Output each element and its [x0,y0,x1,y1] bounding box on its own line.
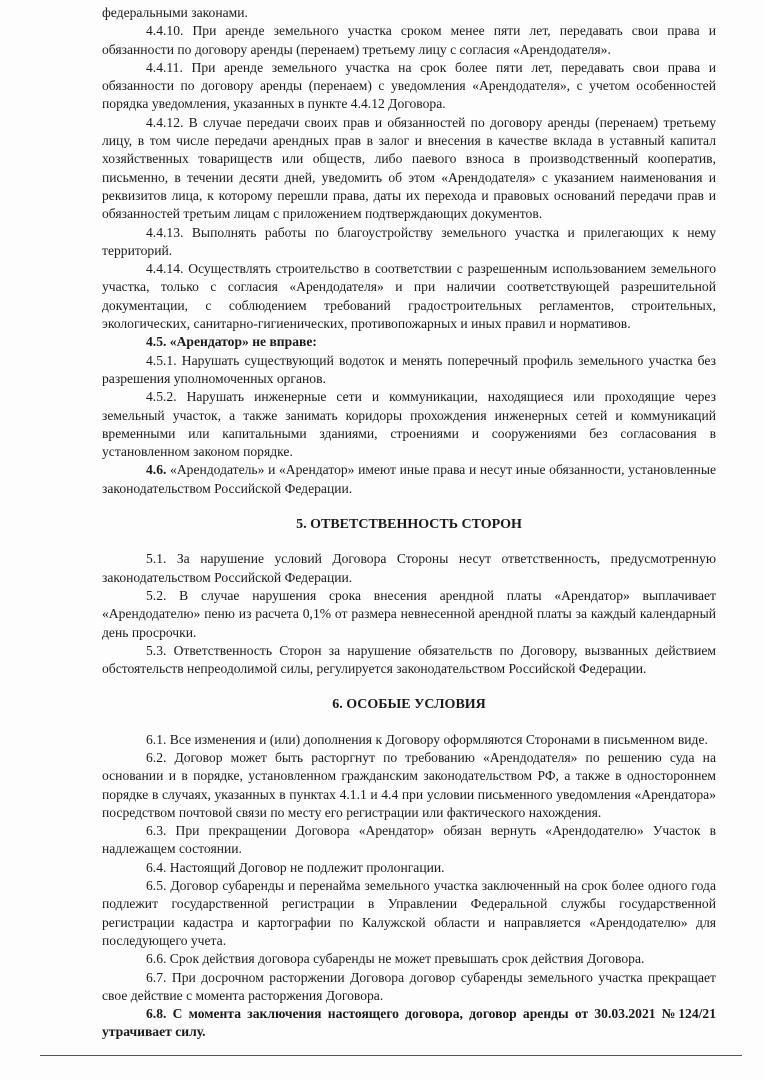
paragraph [102,859,716,877]
paragraph-text: «Арендодатель» и «Арендатор» имеют иные права и несут иные обязанности, установленные законодательством Российской Федерации. [102,462,716,496]
paragraph [102,352,716,389]
paragraph-text: 5.1. За нарушение условий Договора Стороны несут ответственность, предусмотренную законодательством Российской Федерации. [102,551,716,585]
paragraph-bold-lead: 4.6. [146,462,167,478]
paragraph [102,333,716,351]
paragraph-text: 6.7. При досрочном расторжении Договора договор субаренды земельного участка прекращает свое действие с момента расторжения Договора. [102,969,716,1003]
paragraph-text: 6.1. Все изменения и (или) дополнения к Договору оформляются Сторонами в письменном виде. [146,731,708,747]
paragraph [102,822,716,859]
paragraph [102,260,716,333]
paragraph [102,224,716,261]
paragraph-text: 5.2. В случае нарушения срока внесения арендной платы «Арендатор» выплачивает «Арендодателю» пеню из расчета 0,1% от размера невнесенной арендной платы за каждый календарный день просрочки. [102,587,716,640]
paragraph-text: 4.4.14. Осуществлять строительство в соответствии с разрешенным использованием земельного участка, только с согласия «Арендодателя» и при наличии соответствующей разрешительной документации, с соблюдением требований градостроительных регламентов, строительных, экологических, санитарно-гигиенических, противопожарных и иных правил и нормативов. [102,261,716,332]
paragraph [102,550,716,587]
paragraph-text: 4.4.11. При аренде земельного участка на срок более пяти лет, передавать свои права и обязанности по договору аренды (перенаем) с уведомления «Арендодателя», с учетом особенностей порядка уведомления, указанных в пункте 4.4.12 Договора. [102,59,716,112]
paragraph-text: 4.5.1. Нарушать существующий водоток и менять поперечный профиль земельного участка без разрешения уполномоченных органов. [102,352,716,386]
paragraph [102,969,716,1006]
paragraph [102,461,716,498]
document-page [102,4,716,1042]
paragraph [102,587,716,642]
section-heading: 6. ОСОБЫЕ УСЛОВИЯ [332,697,486,713]
page-bottom-rule [40,1055,742,1056]
paragraph [102,950,716,968]
paragraph [102,1005,716,1042]
paragraph-bold-lead: 6.8. С момента заключения настоящего договора, договор аренды от 30.03.2021 №124/21 утрачивает силу. [102,1006,716,1040]
paragraph [102,388,716,461]
paragraph [102,877,716,950]
paragraph-text: федеральными законами. [102,5,248,20]
section-heading: 5. ОТВЕТСТВЕННОСТЬ СТОРОН [296,517,522,533]
paragraph-text: 6.2. Договор может быть расторгнут по требованию «Арендодателя» по решению суда на основании и в порядке, установленном гражданским законодательством РФ, а также в одностороннем порядке в случаях, указанных в пунктах 4.1.1 и 4.4 при условии письменного уведомления «Арендатора» посредством почтовой связи по месту его регистрации или фактического нахождения. [102,749,716,820]
paragraph [102,22,716,59]
paragraph-text: 4.4.12. В случае передачи своих прав и обязанностей по договору аренды (перенаем) третьему лицу, в том числе передачи арендных прав в залог и внесения в качестве вклада в уставный капитал хозяйственных товариществ или обществ, либо паевого взноса в производственный кооператив, письменно, в течении десяти дней, уведомить об этом «Арендодателя» с указанием наименования и реквизитов лица, к которому перешли права, даты их перехода и правовых оснований передачи прав и обязанностей третьим лицам с приложением подтверждающих документов. [102,114,716,222]
paragraph-text: 6.5. Договор субаренды и перенайма земельного участка заключенный на срок более одного года подлежит государственной регистрации в Управлении Федеральной службы государственной регистрации кадастра и картографии по Калужской области и направляется «Арендодателю» для последующего учета. [102,878,716,948]
paragraph-text: 4.5.2. Нарушать инженерные сети и коммуникации, находящиеся или проходящие через земельный участок, а также занимать коридоры прохождения инженерных сетей и коммуникаций временными или капитальными зданиями, строениями и сооружениями без согласования в установленном законом порядке. [102,389,716,460]
paragraph-text: 6.4. Настоящий Договор не подлежит пролонгации. [146,859,445,875]
paragraph-bold-lead: 4.5. «Арендатор» не вправе: [146,334,317,350]
paragraph [102,642,716,679]
paragraph-text: 5.3. Ответственность Сторон за нарушение обязательств по Договору, вызванных действием обстоятельств непреодолимой силы, регулируется законодательством Российской Федерации. [102,642,716,677]
paragraph [102,749,716,822]
paragraph-text: 6.3. При прекращении Договора «Арендатор» обязан вернуть «Арендодателю» Участок в надлежащем состоянии. [102,823,716,857]
paragraph-text: 6.6. Срок действия договора субаренды не может превышать срок действия Договора. [146,951,645,967]
paragraph-text: 4.4.10. При аренде земельного участка сроком менее пяти лет, передавать свои права и обязанности по договору аренды (перенаем) третьему лицу с согласия «Арендодателя». [102,23,716,57]
paragraph [102,731,716,749]
paragraph [102,59,716,114]
paragraph [102,4,716,22]
paragraph-text: 4.4.13. Выполнять работы по благоустройству земельного участка и прилегающих к нему территорий. [102,224,716,258]
paragraph [102,114,716,224]
